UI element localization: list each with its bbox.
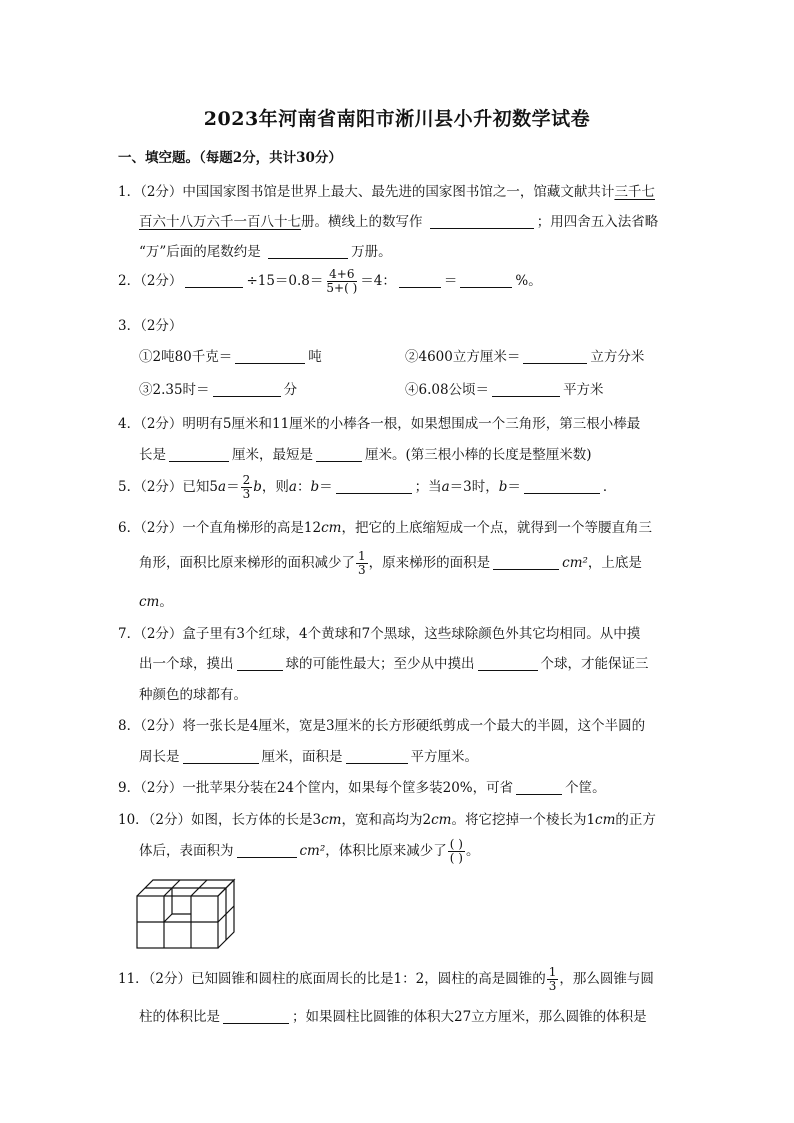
question-3-head: 3．（2分） [118, 318, 183, 334]
q3-text: 平方米 [563, 382, 604, 398]
answer-blank[interactable] [336, 478, 412, 494]
answer-blank[interactable] [237, 842, 297, 858]
q1-text: 1．（2分）中国国家图书馆是世界上最大、最先进的国家图书馆之一，馆藏文献共计 [118, 184, 615, 200]
q4-text: 厘米。(第三根小棒的长度是整厘米数) [365, 447, 592, 463]
q6-text: 6．（2分）一个直角梯形的高是12 [118, 520, 322, 536]
question-10-line-1 [118, 808, 656, 828]
variable-a: a [441, 479, 450, 495]
q7-text: 出一个球，摸出 [139, 656, 234, 672]
circled-number: ① [139, 349, 153, 365]
unit-cm: cm [595, 812, 616, 828]
q11-text: ；如果圆柱比圆锥的体积大27立方厘米，那么圆锥的体积是 [292, 1009, 647, 1025]
q10-text: 。 [465, 843, 480, 859]
q5-text: ． [602, 479, 617, 495]
answer-blank[interactable] [399, 272, 441, 288]
answer-blank[interactable] [346, 748, 408, 764]
fraction-denominator: 5+( ) [326, 281, 358, 295]
circled-number: ③ [139, 382, 153, 398]
fraction-blank[interactable] [448, 838, 465, 865]
q3-text: 4600立方厘米＝ [418, 349, 521, 365]
answer-blank[interactable] [316, 446, 362, 462]
unit-cm: cm [431, 812, 452, 828]
q5-text: 5．（2分）已知5 [118, 479, 219, 495]
fraction-numerator: 2 [242, 473, 251, 487]
question-7-line-1: 7．（2分）盒子里有3个红球，4个黄球和7个黑球，这些球除颜色外其它均相同。从中摸 [118, 626, 641, 642]
question-1-line-3 [139, 240, 392, 260]
answer-blank[interactable] [169, 446, 229, 462]
q3-text: 吨 [308, 349, 322, 365]
section-heading: 一、填空题。（每题2分，共计30分） [118, 150, 342, 166]
q7-text: 球的可能性最大；至少从中摸出 [285, 656, 475, 672]
q6-text: 。 [159, 594, 173, 610]
fraction-denominator: 3 [548, 979, 557, 993]
circled-number: ④ [405, 382, 419, 398]
question-3-item-1 [139, 345, 322, 365]
question-3-item-4 [405, 378, 604, 398]
q3-text: 分 [283, 382, 298, 398]
answer-blank[interactable] [524, 478, 600, 494]
question-6-line-1 [118, 516, 652, 536]
q5-text: ＝ [226, 479, 240, 495]
question-2 [118, 268, 542, 295]
fraction-denominator: ( ) [449, 851, 463, 865]
answer-blank[interactable] [237, 655, 283, 671]
q5-text: ： [296, 479, 311, 495]
page-title: 2023年河南省南阳市淅川县小升初数学试卷 [203, 108, 591, 130]
q3-text: 6.08公顷＝ [418, 382, 490, 398]
q11-text: 柱的体积比是 [139, 1009, 220, 1025]
q3-text: 2.35时＝ [152, 382, 210, 398]
question-6-line-3 [139, 590, 173, 610]
q5-text: ＝ [319, 479, 333, 495]
question-6-line-2 [139, 550, 642, 577]
answer-blank[interactable] [430, 213, 534, 229]
q10-text: 体后，表面积为 [139, 843, 234, 859]
q1-text: “万”后面的尾数约是 [139, 244, 261, 260]
unit-cm2: cm² [299, 843, 326, 859]
unit-cm: cm [321, 520, 342, 536]
q8-text: 平方厘米。 [410, 749, 478, 765]
q3-text: 立方分米 [590, 349, 645, 365]
q8-text: 周长是 [139, 749, 180, 765]
q10-text: ，宽和高均为2 [341, 812, 432, 828]
q1-underlined-number: 三千七 [614, 184, 655, 200]
q6-text: ，上底是 [587, 555, 642, 571]
q6-text: ，把它的上底缩短成一个点，就得到一个等腰直角三 [341, 520, 652, 536]
fraction [356, 550, 368, 577]
q2-text: ＝4： [360, 273, 396, 289]
cuboid-figure [135, 876, 237, 950]
answer-blank[interactable] [493, 554, 559, 570]
question-3-item-3 [139, 378, 297, 398]
q1-text: ；用四舍五入法省略 [536, 214, 659, 230]
q5-text: ＝ [507, 479, 521, 495]
variable-b: b [310, 479, 320, 495]
fraction-numerator: ( ) [449, 837, 463, 851]
q7-text: 个球，才能保证三 [540, 656, 649, 672]
answer-blank[interactable] [478, 655, 538, 671]
question-4-line-1: 4．（2分）明明有5厘米和11厘米的小棒各一根，如果想围成一个三角形，第三根小棒最 [118, 416, 641, 432]
question-1-line-2 [139, 210, 658, 230]
fraction [241, 474, 253, 501]
variable-b: b [253, 479, 262, 495]
q1-text: 册。横线上的数写作 [301, 214, 423, 230]
q2-text: ÷15＝0.8＝ [246, 273, 324, 289]
q5-text: ；当 [414, 479, 442, 495]
answer-blank[interactable] [213, 381, 281, 397]
fraction [547, 966, 559, 993]
question-9 [118, 776, 606, 796]
q10-text: 的正方 [615, 812, 656, 828]
q8-text: 厘米，面积是 [261, 749, 343, 765]
fraction-numerator: 1 [358, 549, 366, 563]
answer-blank[interactable] [516, 779, 562, 795]
variable-a: a [288, 479, 297, 495]
q10-text: 。将它挖掉一个棱长为1 [451, 812, 596, 828]
question-11-line-2 [139, 1005, 647, 1025]
question-8-line-1: 8．（2分）将一张长是4厘米，宽是3厘米的长方形硬纸剪成一个最大的半圆，这个半圆的 [118, 718, 646, 734]
fraction-denominator: 3 [358, 563, 366, 577]
unit-cm: cm [321, 812, 342, 828]
answer-blank[interactable] [268, 243, 348, 259]
question-1-line-1 [118, 180, 655, 200]
answer-blank[interactable] [492, 381, 560, 397]
q4-text: 长是 [139, 447, 166, 463]
question-8-line-2 [139, 745, 478, 765]
unit-cm: cm [139, 594, 160, 610]
question-7-line-2 [139, 652, 649, 672]
q2-text: %。 [515, 273, 542, 289]
question-11-line-1 [118, 966, 654, 993]
fraction-denominator: 3 [242, 487, 251, 501]
question-5 [118, 474, 616, 501]
q10-text: 10．（2分）如图，长方体的长是3 [118, 812, 322, 828]
question-4-line-2 [139, 443, 592, 463]
question-10-line-2 [139, 838, 479, 865]
answer-blank[interactable] [223, 1008, 289, 1024]
q4-text: 厘米，最短是 [232, 447, 313, 463]
variable-a: a [218, 479, 227, 495]
unit-cm2: cm² [562, 555, 588, 571]
answer-blank[interactable] [235, 348, 305, 364]
q1-text: 万册。 [351, 244, 392, 260]
answer-blank[interactable] [460, 272, 512, 288]
question-7-line-3: 种颜色的球都有。 [139, 687, 247, 703]
q6-text: ，原来梯形的面积是 [368, 555, 491, 571]
q2-text: ＝ [443, 273, 458, 289]
fraction [324, 268, 359, 295]
q2-text: 2．（2分） [118, 273, 183, 289]
fraction-numerator: 4+6 [329, 267, 355, 281]
q5-text: ＝3时， [449, 479, 499, 495]
fraction-numerator: 1 [548, 965, 557, 979]
answer-blank[interactable] [185, 272, 243, 288]
q9-text: 9．（2分）一批苹果分装在24个筐内，如果每个筐多装20%，可省 [118, 780, 514, 796]
q11-text: 11．（2分）已知圆锥和圆柱的底面周长的比是1：2，圆柱的高是圆锥的 [118, 971, 546, 987]
q5-text: ，则 [261, 479, 289, 495]
q1-underlined-number-cont: 百六十八万六千一百八十七 [139, 214, 301, 230]
answer-blank[interactable] [523, 348, 587, 364]
q11-text: ，那么圆锥与圆 [559, 971, 654, 987]
circled-number: ② [405, 349, 419, 365]
question-3-item-2 [405, 345, 644, 365]
variable-b: b [498, 479, 508, 495]
q6-text: 角形，面积比原来梯形的面积减少了 [139, 555, 355, 571]
q10-text: ，体积比原来减少了 [325, 843, 447, 859]
q9-text: 个筐。 [565, 780, 606, 796]
answer-blank[interactable] [183, 748, 259, 764]
q3-text: 2吨80千克＝ [152, 349, 233, 365]
